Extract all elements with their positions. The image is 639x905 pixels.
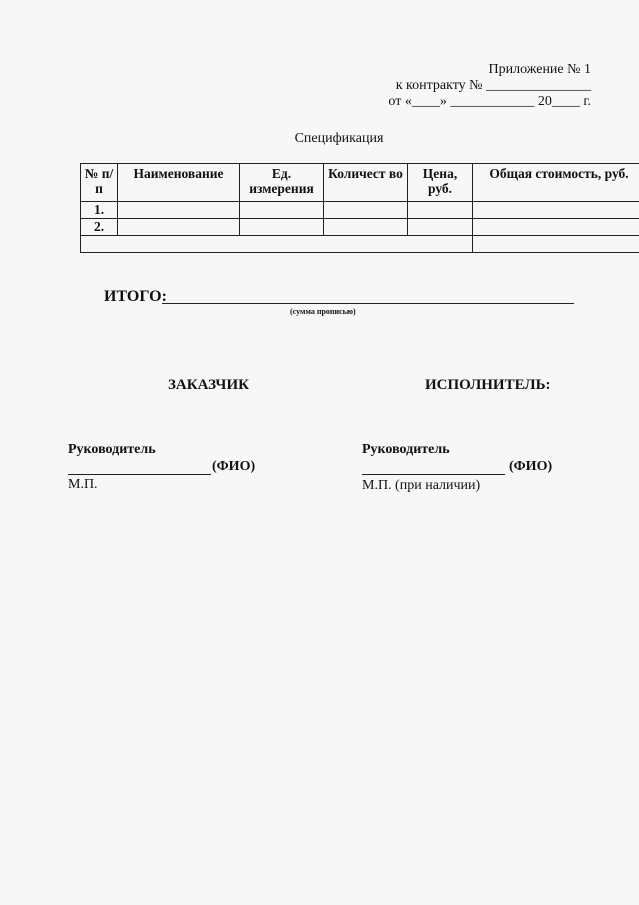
table-cell	[118, 219, 240, 236]
table-cell: 1.	[81, 202, 118, 219]
specification-table	[80, 163, 639, 253]
customer-title: ЗАКАЗЧИК	[168, 377, 249, 393]
executor-fio: (ФИО)	[509, 459, 553, 474]
header-quantity: Количест во	[324, 164, 408, 202]
table-cell	[118, 202, 240, 219]
executor-stamp-place: М.П. (при наличии)	[362, 478, 481, 493]
header-unit: Ед. измерения	[240, 164, 324, 202]
total-amount-hint: (сумма прописью)	[290, 307, 356, 316]
header-price: Цена, руб.	[408, 164, 473, 202]
executor-signature-line	[362, 474, 505, 475]
customer-signature-line	[68, 474, 211, 475]
table-cell	[324, 202, 408, 219]
table-total-value-cell	[473, 236, 639, 253]
contract-date-line: от «____» ____________ 20____ г.	[388, 94, 591, 109]
appendix-number: Приложение № 1	[488, 62, 591, 77]
table-cell	[240, 202, 324, 219]
table-total-row	[81, 236, 639, 253]
table-row	[81, 219, 639, 236]
document-title: Спецификация	[294, 131, 384, 146]
table-cell	[324, 219, 408, 236]
contract-number-line: к контракту № _______________	[395, 78, 591, 93]
table-cell	[473, 219, 639, 236]
table-cell: 2.	[81, 219, 118, 236]
customer-stamp-place: М.П.	[68, 477, 98, 492]
customer-fio: (ФИО)	[212, 459, 256, 474]
header-number: № п/п	[81, 164, 118, 202]
total-label: ИТОГО:	[104, 288, 167, 305]
table-total-label-cell	[81, 236, 473, 253]
header-total-cost: Общая стоимость, руб.	[473, 164, 639, 202]
appendix-header	[388, 62, 591, 110]
executor-title: ИСПОЛНИТЕЛЬ:	[425, 377, 551, 393]
table-cell	[473, 202, 639, 219]
table-cell	[240, 219, 324, 236]
customer-role: Руководитель	[68, 442, 156, 457]
total-amount-line	[162, 303, 574, 304]
table-cell	[408, 202, 473, 219]
table-row	[81, 202, 639, 219]
table-cell	[408, 219, 473, 236]
header-name: Наименование	[118, 164, 240, 202]
table-header-row	[81, 164, 639, 202]
executor-role: Руководитель	[362, 442, 450, 457]
